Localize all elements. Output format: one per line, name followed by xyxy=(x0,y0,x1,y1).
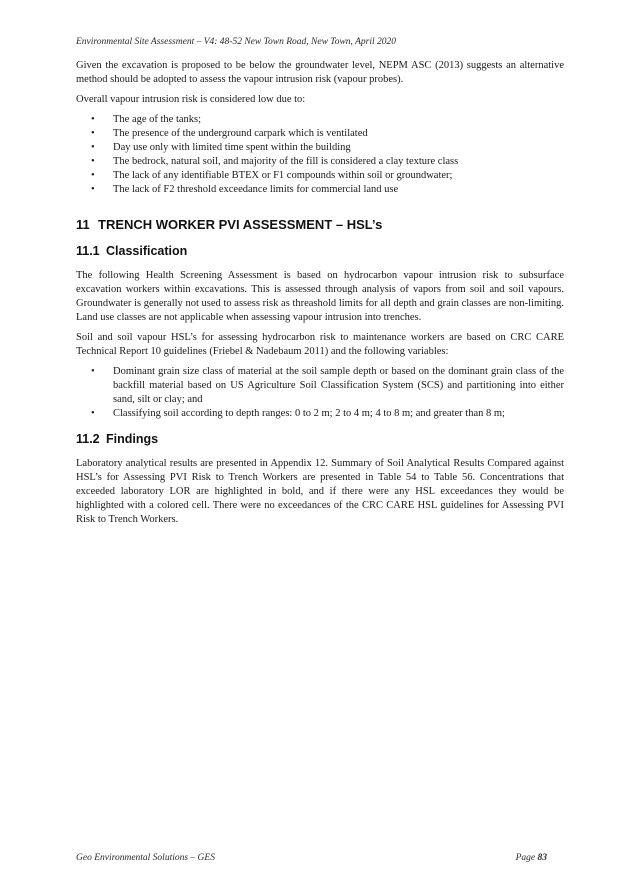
page-number: 83 xyxy=(537,853,547,863)
section-title: TRENCH WORKER PVI ASSESSMENT – HSL’s xyxy=(98,217,383,232)
footer-page-number xyxy=(516,853,547,863)
classification-heading xyxy=(76,243,564,259)
intro-paragraph: Given the excavation is proposed to be below the groundwater level, NEPM ASC (2013) suggests an alternative method should be adopted to assess the vapour intrusion risk (vapour probes). xyxy=(76,60,564,85)
subsection-number: 11.1 xyxy=(76,244,100,258)
risk-factors-list xyxy=(76,113,564,197)
list-item: • The age of the tanks; xyxy=(91,114,202,125)
bullet-icon: • xyxy=(91,366,95,377)
subsection-number: 11.2 xyxy=(76,432,100,446)
classification-paragraph-1: The following Health Screening Assessment is based on hydrocarbon vapour intrusion risk to subsurface excavation workers within excavations. This is assessed through analysis of vapors from soil and soil vapours. Groundwater is generally not used to assess risk as threashold limits for all depth and grain classes are non-limiting. Land use classes are not applicable when assessing vapour intrusion into trenches. xyxy=(76,270,564,323)
variables-list xyxy=(76,365,564,421)
list-item: • Day use only with limited time spent within the building xyxy=(91,142,351,153)
classification-paragraph-2: Soil and soil vapour HSL’s for assessing hydrocarbon risk to maintenance workers are based on CRC CARE Technical Report 10 guidelines (Friebel & Nadebaum 2011) and the following variables: xyxy=(76,332,564,357)
subsection-title: Findings xyxy=(106,432,159,446)
bullet-icon: • xyxy=(91,184,95,195)
section-number: 11 xyxy=(76,217,90,232)
document-body xyxy=(76,59,564,527)
list-item: • Dominant grain size class of material at the soil sample depth or based on the dominant grain class of the backfill material based on US Agriculture Soil Classification System (SCS) and partitioning into either sand, silt or clay; and xyxy=(91,366,564,405)
footer-company: Geo Environmental Solutions – GES xyxy=(76,853,215,863)
bullet-icon: • xyxy=(91,114,95,125)
findings-heading xyxy=(76,431,564,447)
page-label: Page xyxy=(515,853,536,863)
bullet-icon: • xyxy=(91,408,95,419)
list-item: • Classifying soil according to depth ranges: 0 to 2 m; 2 to 4 m; 4 to 8 m; and greater than 8 m; xyxy=(91,408,505,419)
list-item: • The bedrock, natural soil, and majority of the fill is considered a clay texture class xyxy=(91,156,459,167)
bullet-icon: • xyxy=(91,156,95,167)
bullet-icon: • xyxy=(91,170,95,181)
findings-paragraph: Laboratory analytical results are presented in Appendix 12. Summary of Soil Analytical Results Compared against HSL’s for Assessing PVI Risk to Trench Workers are presented in Table 54 to Table 56. Concentrations that exceeded laboratory LOR are highlighted in bold, and if there were any HSL exceedances they would be highlighted with a colored cell. There were no exceedances of the CRC CARE HSL guidelines for Assessing PVI Risk to Trench Workers. xyxy=(76,458,564,525)
list-item: • The lack of F2 threshold exceedance limits for commercial land use xyxy=(91,184,399,195)
list-item: • The lack of any identifiable BTEX or F1 compounds within soil or groundwater; xyxy=(91,170,453,181)
list-item: • The presence of the underground carpark which is ventilated xyxy=(91,128,368,139)
subsection-title: Classification xyxy=(106,244,188,258)
bullet-icon: • xyxy=(91,142,95,153)
section-11-heading xyxy=(76,217,564,233)
bullet-icon: • xyxy=(91,128,95,139)
intro-lead-paragraph: Overall vapour intrusion risk is considered low due to: xyxy=(76,94,306,105)
running-header: Environmental Site Assessment – V4: 48-52 New Town Road, New Town, April 2020 xyxy=(76,37,397,47)
